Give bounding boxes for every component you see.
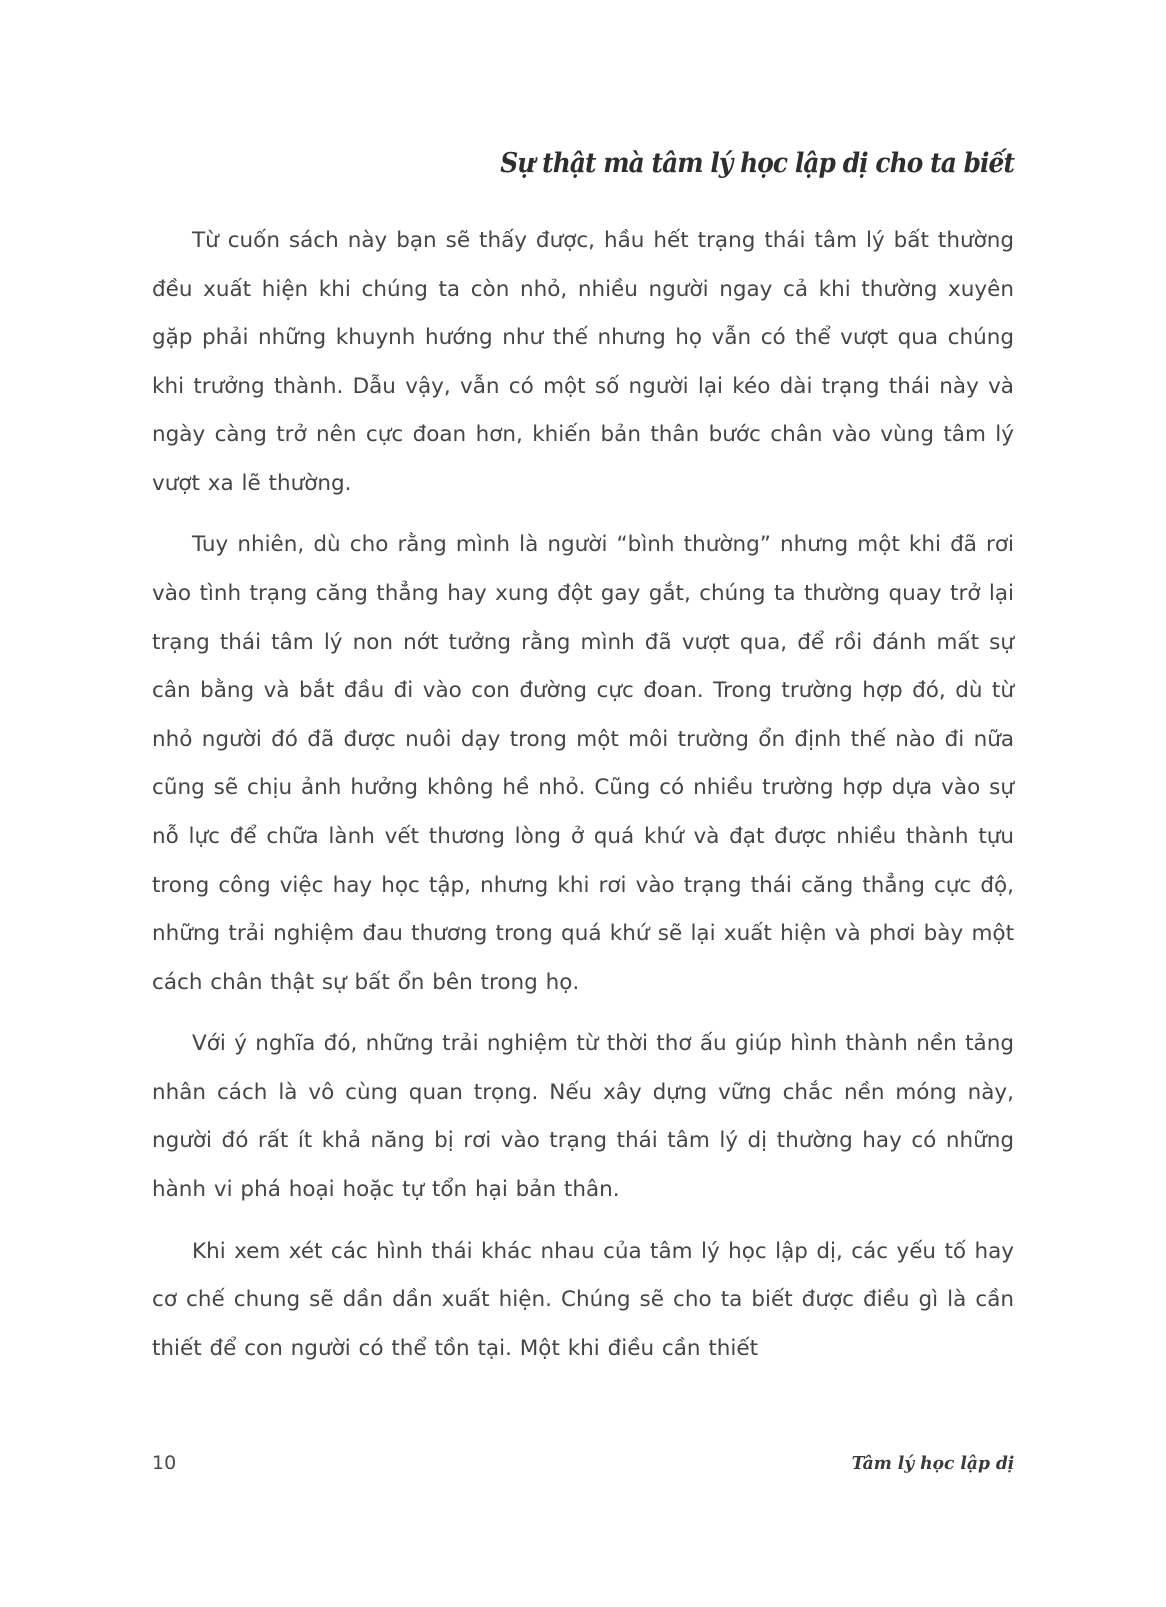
page-footer (152, 1452, 1014, 1474)
paragraph-2: Tuy nhiên, dù cho rằng mình là người “bình thường” nhưng một khi đã rơi vào tình trạng căng thẳng hay xung đột gay gắt, chúng ta thường quay trở lại trạng thái tâm lý non nớt tưởng rằng mình đã vượt qua, để rồi đánh mất sự cân bằng và bắt đầu đi vào con đường cực đoan. Trong trường hợp đó, dù từ nhỏ người đó đã được nuôi dạy trong một môi trường ổn định thế nào đi nữa cũng sẽ chịu ảnh hưởng không hề nhỏ. Cũng có nhiều trường hợp dựa vào sự nỗ lực để chữa lành vết thương lòng ở quá khứ và đạt được nhiều thành tựu trong công việc hay học tập, nhưng khi rơi vào trạng thái căng thẳng cực độ, những trải nghiệm đau thương trong quá khứ sẽ lại xuất hiện và phơi bày một cách chân thật sự bất ổn bên trong họ. (152, 532, 1014, 995)
paragraph-1: Từ cuốn sách này bạn sẽ thấy được, hầu hết trạng thái tâm lý bất thường đều xuất hiện khi chúng ta còn nhỏ, nhiều người ngay cả khi thường xuyên gặp phải những khuynh hướng như thế nhưng họ vẫn có thể vượt qua chúng khi trưởng thành. Dẫu vậy, vẫn có một số người lại kéo dài trạng thái này và ngày càng trở nên cực đoan hơn, khiến bản thân bước chân vào vùng tâm lý vượt xa lẽ thường. (152, 228, 1014, 496)
running-header (221, 148, 1014, 179)
body-text (152, 217, 1014, 1373)
chapter-title: Sự thật mà tâm lý học lập dị cho ta biết (500, 148, 1014, 179)
page-number: 10 (152, 1452, 177, 1474)
paragraph-3: Với ý nghĩa đó, những trải nghiệm từ thời thơ ấu giúp hình thành nền tảng nhân cách là vô cùng quan trọng. Nếu xây dựng vững chắc nền móng này, người đó rất ít khả năng bị rơi vào trạng thái tâm lý dị thường hay có những hành vi phá hoại hoặc tự tổn hại bản thân. (152, 1031, 1014, 1202)
book-title: Tâm lý học lập dị (851, 1453, 1014, 1474)
paragraph-4: Khi xem xét các hình thái khác nhau của tâm lý học lập dị, các yếu tố hay cơ chế chung sẽ dần dần xuất hiện. Chúng sẽ cho ta biết được điều gì là cần thiết để con người có thể tồn tại. Một khi điều cần thiết (152, 1238, 1014, 1361)
page-content (152, 148, 1014, 1386)
